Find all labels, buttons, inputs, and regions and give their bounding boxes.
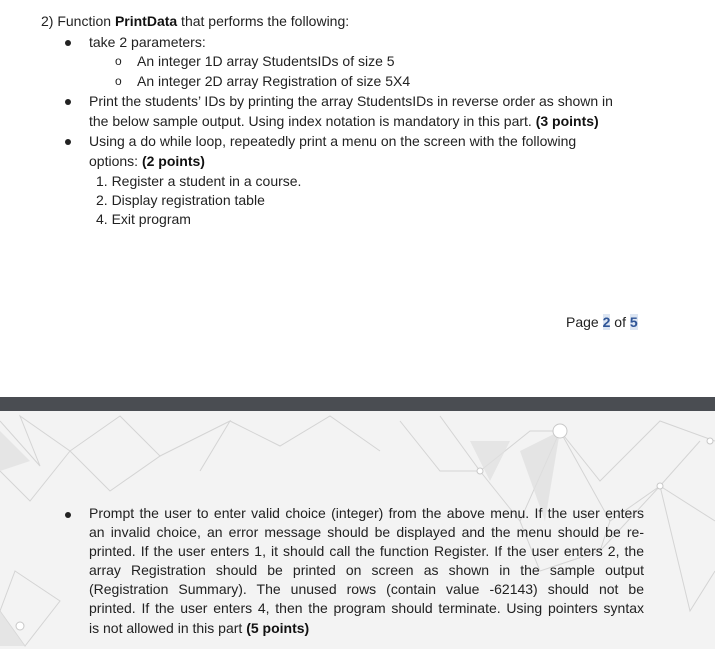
bullet-dot [65,99,71,105]
bullet-prompt-line4: array Registration should be printed on screen as shown in the sample output [89,562,644,578]
bullet-take-parameters: take 2 parameters: [89,34,206,50]
bullet-prompt-line2: an invalid choice, an error message should be displayed and the menu should be re- [89,524,644,540]
sub-item-registration: An integer 2D array Registration of size 5X4 [137,73,411,89]
bullet-do-while-text: options: [89,153,142,169]
bullet-dot [65,40,71,46]
bullet-dot [65,512,71,518]
document-page-bottom [0,411,715,649]
intro-suffix: that performs the following: [177,13,350,29]
points-label: (2 points) [141,153,205,169]
circle-bullet-icon: o [115,74,122,88]
page-separator [0,397,715,411]
bullet-print-ids-line1: Print the students’ IDs by printing the array StudentsIDs in reverse order as shown in [89,93,613,109]
points-label: (5 points) [246,620,310,636]
bullet-prompt-line6: printed. If the user enters 4, then the program should terminate. Using pointers syntax [89,600,644,616]
page-total: 5 [629,314,638,330]
points-label: (3 points) [535,113,599,129]
bullet-prompt-line7 [89,619,644,638]
bullet-do-while-line1: Using a do while loop, repeatedly print a menu on the screen with the following [89,133,577,149]
intro-prefix: Function [57,13,115,29]
menu-option-exit: 4. Exit program [96,211,191,227]
page-current: 2 [602,314,611,330]
bullet-dot [65,139,71,145]
bullet-prompt-line5: (Registration Summary). The unused rows (contain value -62143) should not be [89,581,644,597]
bullet-prompt-line3: printed. If the user enters 1, it should call the function Register. If the user enters 2, the [89,543,644,559]
question-heading [41,12,349,31]
item-number: 2) [41,13,54,29]
bullet-do-while-line2 [89,152,205,171]
bullet-print-ids-text: the below sample output. Using index notation is mandatory in this part. [89,113,536,129]
bullet-print-ids-line2 [89,112,599,131]
sub-item-studentsids: An integer 1D array StudentsIDs of size 5 [137,53,395,69]
circle-bullet-icon: o [115,54,122,68]
bullet-prompt-last-text: is not allowed in this part [89,620,247,636]
menu-option-display: 2. Display registration table [96,192,265,208]
page-of: of [610,314,630,330]
page-prefix: Page [566,314,603,330]
menu-option-register: 1. Register a student in a course. [96,173,302,189]
function-name: PrintData [114,13,178,29]
page-number [566,314,638,330]
bullet-prompt-line1: Prompt the user to enter valid choice (integer) from the above menu. If the user enters [89,505,644,521]
